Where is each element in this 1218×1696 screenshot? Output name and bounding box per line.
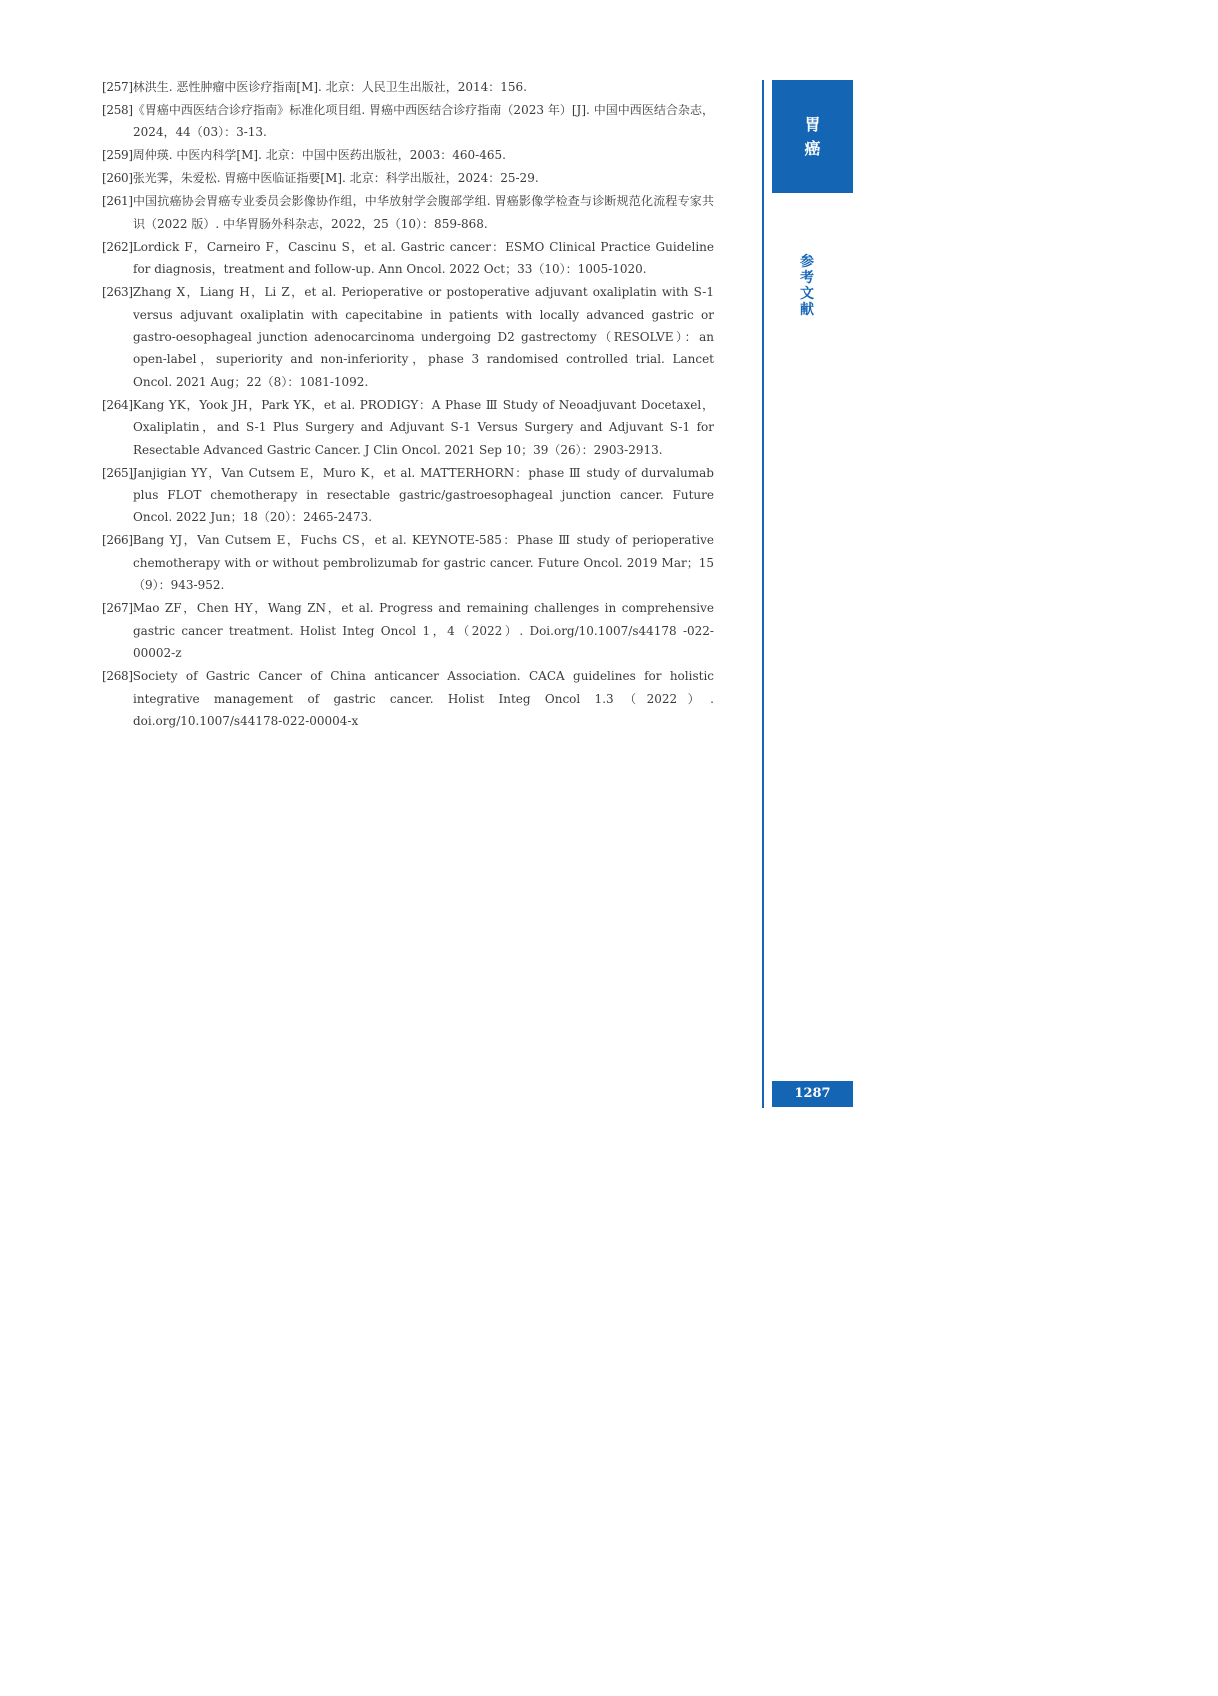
reference-text: Society of Gastric Cancer of China anticancer Association. CACA guidelines for holistic integrative management of gastric cancer. Holist Integ Oncol 1.3（2022）. doi.org/10.1007/s44178-022-00004-x xyxy=(132,669,714,728)
reference-item xyxy=(102,144,714,166)
reference-text: Lordick F，Carneiro F，Cascinu S，et al. Gastric cancer：ESMO Clinical Practice Guideline for diagnosis，treatment and follow-up. Ann Oncol. 2022 Oct；33（10）：1005-1020. xyxy=(132,239,714,277)
reference-item xyxy=(102,462,714,529)
reference-item xyxy=(102,236,714,281)
reference-number: [258] xyxy=(102,103,133,117)
reference-text: Kang YK，Yook JH，Park YK，et al. PRODIGY：A Phase Ⅲ Study of Neoadjuvant Docetaxel，Oxaliplatin，and S-1 Plus Surgery and Adjuvant S-1 Versus Surgery and Adjuvant S-1 for Resectable Advanced Gastric Cancer. J Clin Oncol. 2021 Sep 10；39（26）：2903-2913. xyxy=(132,397,714,457)
reference-item xyxy=(102,665,714,732)
reference-list xyxy=(102,76,714,733)
reference-text: 张光霁，朱爱松. 胃癌中医临证指要[M]. 北京：科学出版社，2024：25-29. xyxy=(132,171,539,186)
reference-item xyxy=(102,529,714,596)
reference-text: 《胃癌中西医结合诊疗指南》标准化项目组. 胃癌中西医结合诊疗指南（2023 年）[J]. 中国中西医结合杂志，2024，44（03）：3-13. xyxy=(132,103,714,140)
reference-number: [268] xyxy=(102,669,133,684)
reference-text: Mao ZF，Chen HY，Wang ZN，et al. Progress and remaining challenges in comprehensive gastric cancer treatment. Holist Integ Oncol 1，4（2022）. Doi.org/10.1007/s44178 -022- 00002-z xyxy=(132,601,714,661)
reference-item xyxy=(102,281,714,393)
reference-text: Zhang X，Liang H，Li Z，et al. Perioperative or postoperative adjuvant oxaliplatin with S-1 versus adjuvant oxaliplatin with capecitabine in patients with locally advanced gastric or gastro-oesophageal junction adenocarcinoma undergoing D2 gastrectomy（RESOLVE）：an open-label，superiority and non-inferiority，phase 3 randomised controlled trial. Lancet Oncol. 2021 Aug；22（8）：1081-1092. xyxy=(132,285,714,389)
reference-number: [265] xyxy=(102,465,133,480)
reference-text: Bang YJ，Van Cutsem E，Fuchs CS，et al. KEYNOTE-585：Phase Ⅲ study of perioperative chemotherapy with or without pembrolizumab for gastric cancer. Future Oncol. 2019 Mar；15（9）：943-952. xyxy=(132,533,714,593)
reference-number: [257] xyxy=(102,80,133,94)
chapter-tab xyxy=(772,80,853,193)
reference-item xyxy=(102,597,714,664)
reference-number: [267] xyxy=(102,601,133,616)
chapter-title: 胃癌 xyxy=(804,114,821,158)
reference-item xyxy=(102,99,714,144)
reference-item xyxy=(102,76,714,98)
reference-text: Janjigian YY，Van Cutsem E，Muro K，et al. MATTERHORN：phase Ⅲ study of durvalumab plus FLOT chemotherapy in resectable gastric/gastroesophageal junction cancer. Future Oncol. 2022 Jun；18（20）：2465-2473. xyxy=(132,465,714,525)
reference-number: [264] xyxy=(102,397,133,412)
reference-item xyxy=(102,190,714,235)
reference-text: 周仲瑛. 中医内科学[M]. 北京：中国中医药出版社，2003：460-465. xyxy=(132,148,506,163)
reference-number: [259] xyxy=(102,148,133,163)
reference-text: 林洪生. 恶性肿瘤中医诊疗指南[M]. 北京：人民卫生出版社，2014：156. xyxy=(132,80,527,94)
reference-text: 中国抗癌协会胃癌专业委员会影像协作组，中华放射学会腹部学组. 胃癌影像学检查与诊断规范化流程专家共识（2022 版）. 中华胃肠外科杂志，2022，25（10）：859-868. xyxy=(132,194,714,231)
page-number: 1287 xyxy=(772,1081,853,1107)
reference-item xyxy=(102,167,714,189)
reference-item xyxy=(102,394,714,461)
reference-number: [261] xyxy=(102,194,133,209)
reference-number: [260] xyxy=(102,171,133,186)
reference-number: [262] xyxy=(102,239,133,254)
sidebar-divider xyxy=(762,80,764,1108)
section-label: 参考文献 xyxy=(800,254,814,318)
reference-number: [263] xyxy=(102,285,133,300)
reference-number: [266] xyxy=(102,533,133,548)
